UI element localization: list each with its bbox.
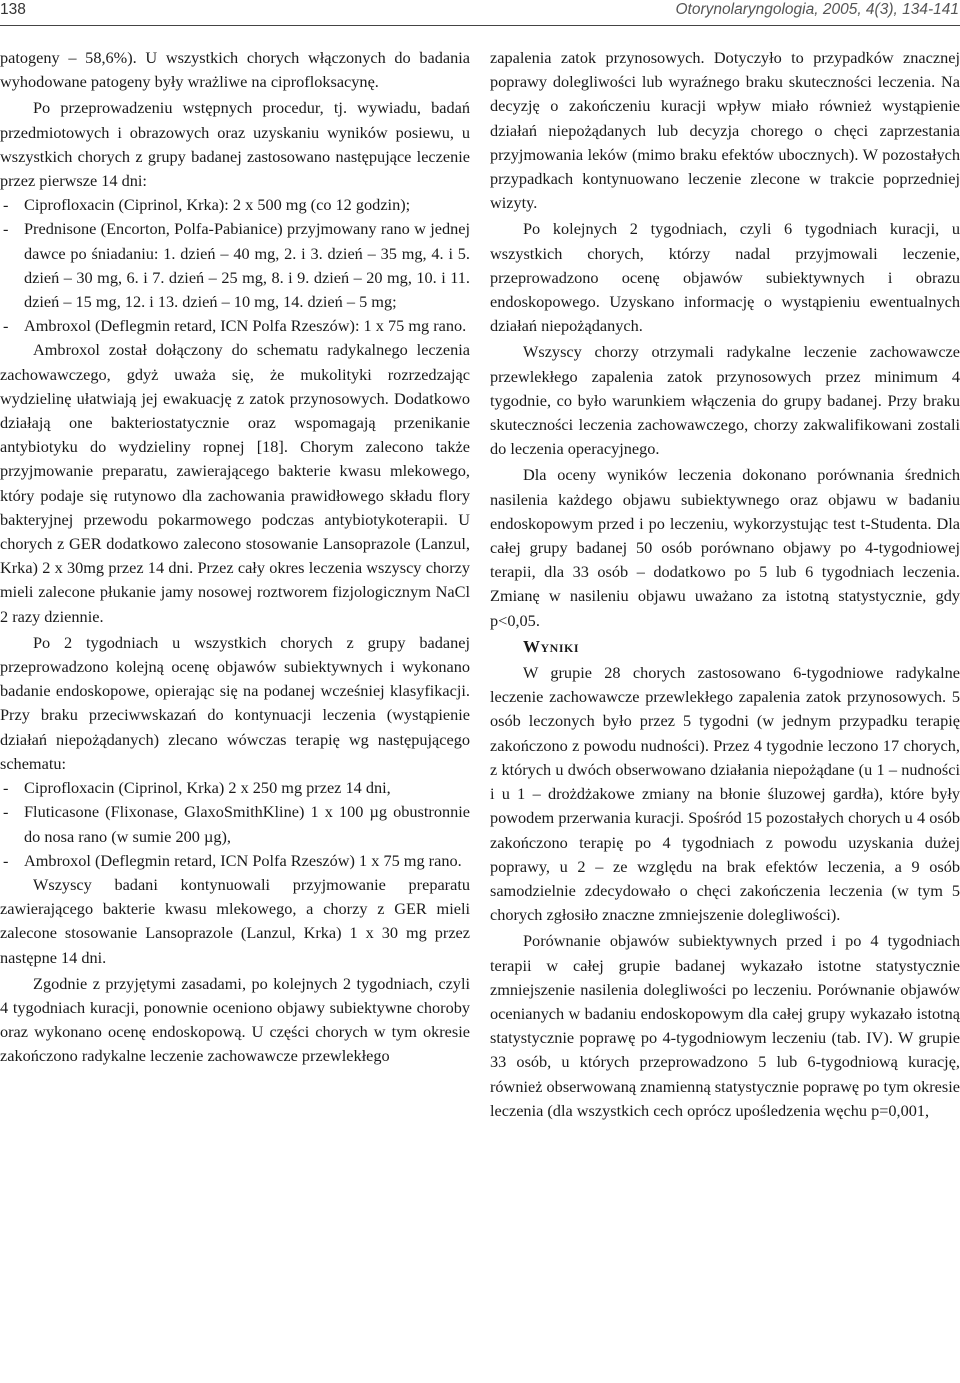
list-item-text: Ciprofloxacin (Ciprinol, Krka): 2 x 500 mg (co 12 godzin); [24,195,411,215]
paragraph: Po 2 tygodniach u wszystkich chorych z grupy badanej przeprowadzono kolejną ocenę objawów subiektywnych i wykonano badanie endoskopowe, opierając się na podanej wcześniej klasyfikacji. Przy braku przeciwwskazań do kontynuacji leczenia (wystąpienie działań niepożądanych) zlecano wówczas terapię wg następującego schematu: [0,632,470,773]
list-item-text: Ciprofloxacin (Ciprinol, Krka) 2 x 250 mg przez 14 dni, [24,778,391,798]
paragraph: Zgodnie z przyjętymi zasadami, po kolejnych 2 tygodniach, czyli 4 tygodniach kuracji, ponownie oceniono objawy subiektywne choroby oraz wykonano ocenę endoskopową. U części chorych w tym okresie zakończono radykalne leczenie zachowawcze przewlekłego [0,973,470,1066]
paragraph: patogeny – 58,6%). U wszystkich chorych włączonych do badania wyhodowane patogeny były wrażliwe na ciprofloksacynę. [0,48,470,92]
running-head: Otorynolaryngologia, 2005, 4(3), 134-141 [675,1,959,18]
list-item: - Ambroxol (Deflegmin retard, ICN Polfa Rzeszów) 1 x 75 mg rano. [3,850,462,870]
list-item-text: Fluticasone (Flixonase, GlaxoSmithKline) 1 x 100 µg obustronnie do nosa rano (w sumie 200 µg), [24,802,470,846]
paragraph: Wszyscy badani kontynuowali przyjmowanie preparatu zawierającego bakterie kwasu mlekowego, a chorzy z GER mieli zalecone stosowanie Lansoprazole (Lanzul, Krka) 1 x 30 mg przez następne 14 dni. [0,874,470,967]
paragraph: W grupie 28 chorych zastosowano 6-tygodniowe radykalne leczenie zachowawcze przewlekłego zapalenia zatok przynosowych. 5 osób leczonych było przez 5 tygodni (w jednym przypadku terapię zakończono z powodu nudności). Przez 4 tygodnie leczono 17 chorych, z których u dwóch obserwowano działania niepożądane (u 1 – nudności i u 1 – drożdżakowe zmiany na błonie śluzowej gardła), które były powodem przerwania kuracji. Spośród 15 pozostałych chorych u 4 osób zakończono terapię po 4 tygodniach z powodu uzyskania dużej poprawy, u 2 – ze względu na brak efektów leczenia, a 9 osób samodzielnie zdecydowało o chęci zakończenia leczenia (w tym 5 chorych zgłosiło znaczne zmniejszenie dolegliwości). [490,663,960,925]
paragraph: Po przeprowadzeniu wstępnych procedur, tj. wywiadu, badań przedmiotowych i obrazowych oraz uzyskaniu wyników posiewu, u wszystkich chorych z grupy badanej zastosowano następujące leczenie przez pierwsze 14 dni: [0,98,470,191]
header-rule [0,25,960,26]
list-item-text: Ambroxol (Deflegmin retard, ICN Polfa Rzeszów) 1 x 75 mg rano. [24,850,462,870]
list-item: - Fluticasone (Flixonase, GlaxoSmithKline) 1 x 100 µg obustronnie do nosa rano (w sumie 200 µg), [3,802,470,846]
section-heading: Wyniki [523,636,580,656]
paragraph: Po kolejnych 2 tygodniach, czyli 6 tygodniach kuracji, u wszystkich chorych, którzy nadal przyjmowali leczenie, przeprowadzono ocenę objawów subiektywnych i obrazu endoskopowego. Uzyskano informację o wystąpieniu ewentualnych działań niepożądanych. [490,219,960,336]
paragraph: zapalenia zatok przynosowych. Dotyczyło to przypadków znacznej poprawy dolegliwości lub wyraźnego braku skuteczności leczenia. Na decyzję o zakończeniu kuracji wpływ miało również wystąpienie działań niepożądanych lub decyzja chorego o chęci zaprzestania przyjmowania leków (mimo braku efektów ubocznych). W pozostałych przypadkach kontynuowano leczenie zlecone w trakcie poprzedniej wizyty. [490,48,960,213]
page-number: 138 [0,1,26,18]
paragraph: Porównanie objawów subiektywnych przed i po 4 tygodniach terapii w całej grupie badanej wykazało istotne statystycznie zmniejszenie nasilenia dolegliwości po leczeniu. Porównanie objawów ocenianych w badaniu endoskopowym dla całej grupy wykazało istotną statystycznie poprawę po 4-tygodniowym leczeniu (tab. IV). W grupie 33 osób, u których przeprowadzono 5 lub 6-tygodniową kurację, również obserwowaną znamienną statystycznie poprawę po tym okresie leczenia (dla wszystkich cech oprócz upośledzenia węchu p=0,001, [490,931,960,1120]
list-item-text: Prednisone (Encorton, Polfa-Pabianice) przyjmowany rano w jednej dawce po śniadaniu: 1. dzień – 40 mg, 2. i 3. dzień – 35 mg, 4. i 5. dzień – 30 mg, 6. i 7. dzień – 25 mg, 8. i 9. dzień – 20 mg, 10. i 11. dzień – 15 mg, 12. i 13. dzień – 10 mg, 14. dzień – 5 mg; [24,219,470,312]
list-item-text: Ambroxol (Deflegmin retard, ICN Polfa Rzeszów): 1 x 75 mg rano. [24,316,467,336]
paragraph: Wszyscy chorzy otrzymali radykalne leczenie zachowawcze przewlekłego zapalenia zatok przynosowych przez minimum 4 tygodnie, co było warunkiem włączenia do grupy badanej. Przy braku skuteczności leczenia zachowawczego, chorzy zakwalifikowani zostali do leczenia operacyjnego. [490,342,960,459]
paragraph: Dla oceny wyników leczenia dokonano porównania średnich nasilenia każdego objawu subiektywnego oraz objawu w badaniu endoskopowym przed i po leczeniu, wykorzystując test t-Studenta. Dla całej grupy badanej 50 osób porównano objawy po 4-tygodniowej terapii, dla 33 osób – dodatkowo po 5 lub 6 tygodniach leczenia. Zmianę w nasileniu objawu uważano za istotną statystycznie, gdy p<0,05. [490,465,960,630]
treatment-list-initial [0,193,470,338]
list-item: - Prednisone (Encorton, Polfa-Pabianice) przyjmowany rano w jednej dawce po śniadaniu: 1. dzień – 40 mg, 2. i 3. dzień – 35 mg, 4. i 5. dzień – 30 mg, 6. i 7. dzień – 25 mg, 8. i 9. dzień – 20 mg, 10. i 11. dzień – 15 mg, 12. i 13. dzień – 10 mg, 14. dzień – 5 mg; [3,219,470,312]
list-item: - Ambroxol (Deflegmin retard, ICN Polfa Rzeszów): 1 x 75 mg rano. [3,316,467,336]
left-column [0,46,470,1069]
treatment-list-continued [0,776,470,873]
page-header [0,0,960,24]
list-item: - Ciprofloxacin (Ciprinol, Krka) 2 x 250 mg przez 14 dni, [3,778,391,798]
right-column [490,46,960,1123]
list-item: - Ciprofloxacin (Ciprinol, Krka): 2 x 500 mg (co 12 godzin); [3,195,411,215]
paragraph: Ambroxol został dołączony do schematu radykalnego leczenia zachowawczego, gdyż uważa się, że mukolityki rozrzedzając wydzielinę ułatwiają jej ewakuację z zatok przynosowych. Dodatkowo działają one bakteriostatycznie oraz wspomagają przenikanie antybiotyku do wydzieliny ropnej [18]. Chorym zalecono także przyjmowanie preparatu, zawierającego bakterie kwasu mlekowego, który podaje się rutynowo dla zachowania prawidłowego składu flory bakteryjnej przewodu pokarmowego podczas antybiotykoterapii. U chorych z GER dodatkowo zalecono stosowanie Lansoprazole (Lanzul, Krka) 2 x 30mg przez 14 dni. Przez cały okres leczenia wszyscy chorzy mieli zalecone płukanie jamy nosowej roztworem fizjologicznym NaCl 2 razy dziennie. [0,340,470,626]
